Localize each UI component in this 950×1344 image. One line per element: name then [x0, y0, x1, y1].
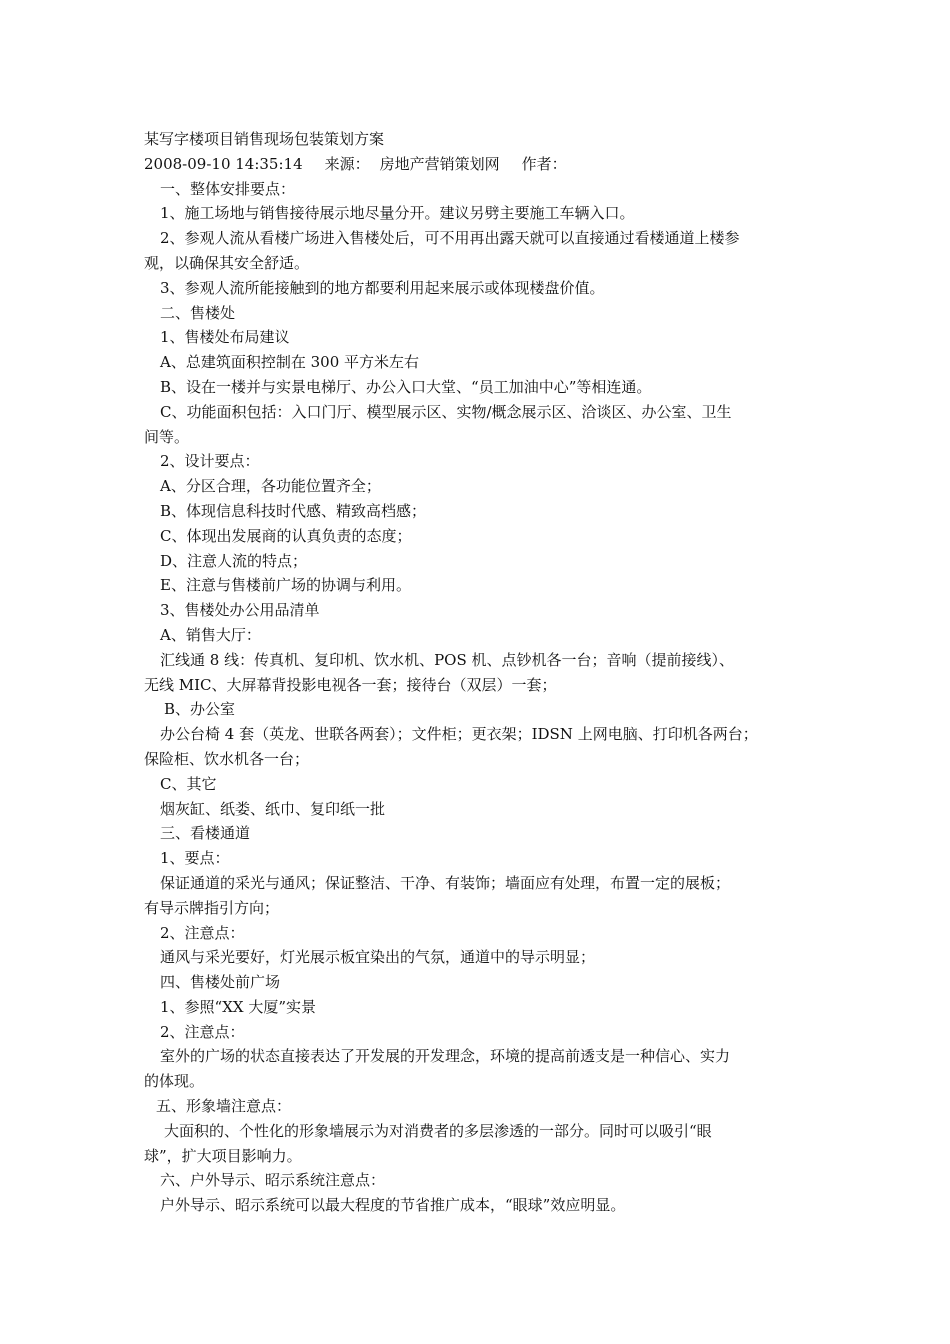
text-line: 1、施工场地与销售接待展示地尽量分开。建议另劈主要施工车辆入口。 [160, 204, 635, 223]
publish-datetime: 2008-09-10 14:35:14 [144, 154, 303, 173]
text-line: 烟灰缸、纸娄、纸巾、复印纸一批 [160, 799, 386, 818]
author-label: 作者： [521, 154, 567, 173]
text-line: 2、注意点： [160, 1022, 245, 1041]
text-line: 办公台椅 4 套（英龙、世联各两套）；文件柜；更衣架；IDSN 上网电脑、打印机各两台； [160, 725, 758, 744]
text-line: A、分区合理，各功能位置齐全； [160, 477, 381, 496]
text-line: 2、设计要点： [160, 452, 260, 471]
text-line: 3、售楼处办公用品清单 [160, 601, 320, 620]
text-line: 的体现。 [144, 1072, 205, 1091]
heading-section-3: 三、看楼通道 [160, 824, 251, 843]
text-line: 间等。 [144, 427, 190, 446]
document-meta [144, 152, 820, 177]
text-line: 1、要点： [160, 849, 230, 868]
heading-section-2: 二、售楼处 [160, 303, 236, 322]
text-line: 保险柜、饮水机各一台； [144, 749, 310, 768]
source-name: 房地产营销策划网 [379, 154, 500, 173]
text-line: 通风与采光要好，灯光展示板宜染出的气氛，通道中的导示明显； [160, 948, 596, 967]
text-line: B、体现信息科技时代感、精致高档感； [160, 501, 427, 520]
heading-section-6: 六、户外导示、昭示系统注意点： [160, 1171, 386, 1190]
text-line: C、功能面积包括：入口门厅、模型展示区、实物/概念展示区、洽谈区、办公室、卫生 [160, 402, 732, 421]
heading-section-1: 一、整体安排要点： [160, 179, 296, 198]
text-line: C、其它 [160, 774, 217, 793]
text-line: A、总建筑面积控制在 300 平方米左右 [160, 353, 420, 372]
text-line: 观，以确保其安全舒适。 [144, 253, 310, 272]
heading-section-5: 五、形象墙注意点： [156, 1097, 292, 1116]
text-line: 保证通道的采光与通风；保证整洁、干净、有装饰；墙面应有处理，布置一定的展板； [160, 873, 731, 892]
text-line: 1、参照“XX 大厦”实景 [160, 997, 317, 1016]
text-line: A、销售大厅： [160, 625, 261, 644]
text-line: 球”，扩大项目影响力。 [144, 1146, 302, 1165]
text-line: 汇线通 8 线：传真机、复印机、饮水机、POS 机、点钞机各一台；音响（提前接线）、 [160, 650, 735, 669]
text-line: B、设在一楼并与实景电梯厅、办公入口大堂、“员工加油中心”等相连通。 [160, 377, 652, 396]
text-line: C、体现出发展商的认真负责的态度； [160, 526, 412, 545]
text-line: D、注意人流的特点； [160, 551, 308, 570]
text-line: 户外导示、昭示系统可以最大程度的节省推广成本，“眼球”效应明显。 [160, 1196, 626, 1215]
text-line: 大面积的、个性化的形象墙展示为对消费者的多层渗透的一部分。同时可以吸引“眼 [164, 1121, 712, 1140]
source-label: 来源： [324, 154, 370, 173]
text-line: B、办公室 [164, 700, 236, 719]
text-line: 2、参观人流从看楼广场进入售楼处后，可不用再出露天就可以直接通过看楼通道上楼参 [160, 229, 740, 248]
text-line: 3、参观人流所能接触到的地方都要利用起来展示或体现楼盘价值。 [160, 278, 605, 297]
text-line: 1、售楼处布局建议 [160, 328, 290, 347]
text-line: E、注意与售楼前广场的协调与利用。 [160, 576, 411, 595]
document-body [144, 127, 820, 1218]
text-line: 2、注意点： [160, 923, 245, 942]
document-title: 某写字楼项目销售现场包装策划方案 [144, 130, 385, 148]
text-line: 无线 MIC、大屏幕背投影电视各一套；接待台（双层）一套； [144, 675, 557, 694]
text-line: 室外的广场的状态直接表达了开发展的开发理念，环境的提高前透支是一种信心、实力 [160, 1047, 731, 1066]
text-line: 有导示牌指引方向； [144, 898, 280, 917]
heading-section-4: 四、售楼处前广场 [160, 973, 281, 992]
